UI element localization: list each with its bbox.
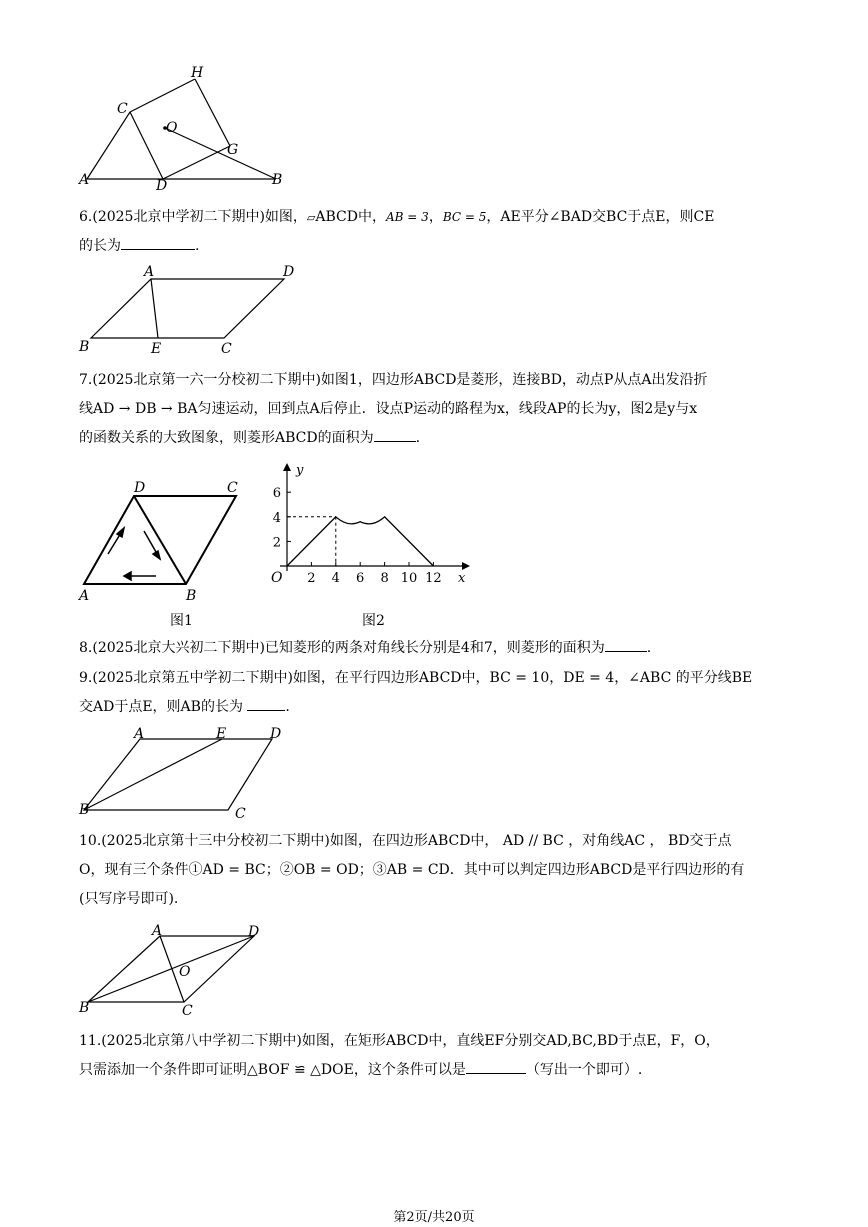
figure-q9 xyxy=(74,724,294,824)
q9-label-B: B xyxy=(79,802,90,818)
figure-q6 xyxy=(74,262,304,357)
y-axis-arrow xyxy=(283,463,291,471)
question-11 xyxy=(79,1027,791,1085)
answer-blank[interactable] xyxy=(374,427,416,442)
q10-label-A: A xyxy=(152,923,163,939)
x-axis-arrow xyxy=(462,562,470,570)
q7-source: (2025北京第一六一分校初二下期中) xyxy=(92,372,321,388)
axis-label-y: y xyxy=(296,463,304,478)
fig1-label-C: C xyxy=(227,480,238,496)
answer-blank[interactable] xyxy=(466,1059,526,1074)
question-9 xyxy=(79,664,791,722)
fig1-label-A: A xyxy=(79,588,90,604)
question-10 xyxy=(79,827,793,914)
fig1-label-D: D xyxy=(134,480,146,496)
label-C: C xyxy=(117,101,128,117)
question-7 xyxy=(79,366,791,453)
q6-line1: 6.(2025北京中学初二下期中)如图，▱ABCD中，AB = 3，BC = 5，AE平分∠BAD交BC于点E，则CE xyxy=(79,209,715,225)
question-8: 8.(2025北京大兴初二下期中)已知菱形的两条对角线长分别是4和7，则菱形的面积为 . xyxy=(79,634,791,663)
q9-line2: 交AD于点E，则AB的长为 . xyxy=(79,693,791,722)
q10-line1: 10.(2025北京第十三中分校初二下期中)如图，在四边形ABCD中， AD // BC ，对角线AC ， BD交于点 xyxy=(79,833,732,849)
q6-label-A: A xyxy=(144,264,155,280)
y-tick-label: 6 xyxy=(272,486,281,502)
question-6 xyxy=(79,203,791,261)
figure-q7-fig1 xyxy=(74,476,254,631)
fig1-caption: 图1 xyxy=(170,613,193,629)
fig2-caption: 图2 xyxy=(362,613,385,629)
q7-line3: 的函数关系的大致图象，则菱形ABCD的面积为 . xyxy=(79,424,791,453)
label-O: O xyxy=(166,120,178,136)
q10-label-D: D xyxy=(248,924,260,940)
figure-q10 xyxy=(74,918,274,1018)
axis-label-x: x xyxy=(458,571,466,586)
answer-blank[interactable] xyxy=(605,637,647,652)
q10-source: (2025北京第十三中分校初二下期中) xyxy=(101,833,330,849)
label-A: A xyxy=(79,172,90,188)
series-line xyxy=(287,517,433,566)
q10-line3: (只写序号即可). xyxy=(79,891,179,907)
answer-blank[interactable] xyxy=(247,696,285,711)
x-tick-label: 12 xyxy=(425,571,442,586)
origin-label: O xyxy=(271,570,283,586)
q11-line2: 只需添加一个条件即可证明△BOF ≌ △DOE，这个条件可以是 （写出一个即可）. xyxy=(79,1056,791,1085)
fig1-label-B: B xyxy=(186,588,197,604)
q10-line2: O，现有三个条件①AD = BC；②OB = OD；③AB = CD．其中可以判定四边形ABCD是平行四边形的有 xyxy=(79,862,745,878)
q9-label-A: A xyxy=(134,726,145,742)
label-G: G xyxy=(227,142,239,158)
label-H: H xyxy=(191,65,204,81)
q11-source: (2025北京第八中学初二下期中) xyxy=(101,1033,302,1049)
q9-label-C: C xyxy=(235,806,246,822)
x-tick-label: 2 xyxy=(307,571,316,586)
q9-source: (2025北京第五中学初二下期中) xyxy=(92,670,293,686)
label-B: B xyxy=(272,172,283,188)
q10-label-C: C xyxy=(182,1003,193,1018)
x-tick-label: 8 xyxy=(380,571,389,586)
x-tick-label: 6 xyxy=(356,571,365,586)
q6-label-C: C xyxy=(221,341,232,357)
figure-top xyxy=(70,62,290,192)
q7-line2: 线AD → DB → BA匀速运动，回到点A后停止．设点P运动的路程为x，线段AP的长为y，图2是y与x xyxy=(79,401,698,417)
answer-blank[interactable] xyxy=(121,235,195,250)
figure-q7-fig2-chart xyxy=(262,460,477,632)
y-tick-label: 2 xyxy=(272,535,281,551)
q9-line1: 9.(2025北京第五中学初二下期中)如图，在平行四边形ABCD中，BC = 10，DE = 4，∠ABC 的平分线BE xyxy=(79,670,753,686)
q10-label-O: O xyxy=(179,964,191,980)
q7-line1: 7.(2025北京第一六一分校初二下期中)如图1，四边形ABCD是菱形，连接BD，动点P从点A出发沿折 xyxy=(79,372,708,388)
q10-label-B: B xyxy=(79,1000,90,1016)
q8-source: (2025北京大兴初二下期中) xyxy=(92,640,265,656)
q9-label-E: E xyxy=(216,726,227,742)
q9-label-D: D xyxy=(270,726,282,742)
label-D: D xyxy=(156,178,168,192)
q6-line2: 的长为 . xyxy=(79,232,791,261)
q6-label-B: B xyxy=(79,339,90,355)
page-footer: 第2页/共20页 xyxy=(393,1210,475,1225)
x-tick-label: 10 xyxy=(400,571,418,586)
y-tick-label: 4 xyxy=(272,510,281,526)
x-tick-label: 4 xyxy=(331,571,340,586)
q6-label-D: D xyxy=(283,264,295,280)
q6-source: (2025北京中学初二下期中) xyxy=(92,209,265,225)
q6-label-E: E xyxy=(151,341,162,357)
q11-line1: 11.(2025北京第八中学初二下期中)如图，在矩形ABCD中，直线EF分别交AD,BC,BD于点E，F，O， xyxy=(79,1033,720,1049)
